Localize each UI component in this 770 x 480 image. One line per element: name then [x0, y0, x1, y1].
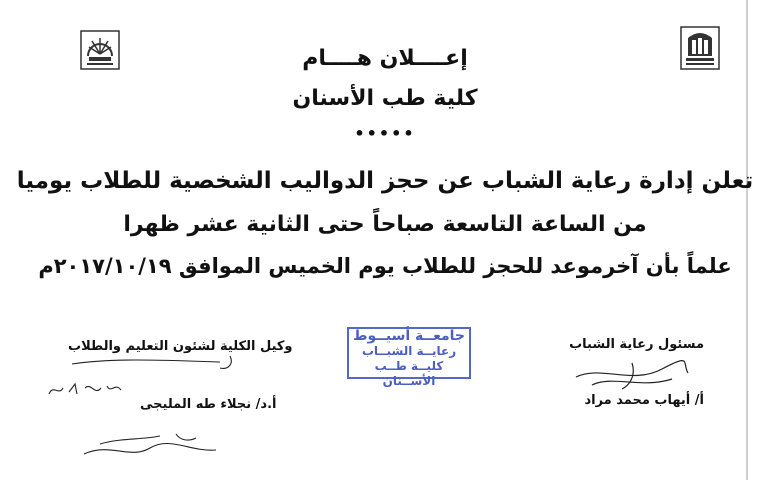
stamp-line-2: رعايــة الشبــاب: [361, 344, 457, 358]
signature-scribble-left-bottom: [80, 430, 220, 466]
announcement-line-1: تعلن إدارة رعاية الشباب عن حجز الدواليب الشخصية للطلاب يوميا: [16, 168, 754, 194]
vice-dean-name: أ.د/ نجلاء طه المليجى: [140, 397, 277, 412]
official-stamp: [347, 327, 471, 388]
stamp-line-3: كليــة طــب الأســنان: [374, 359, 444, 388]
separator-dots: •••••: [354, 124, 416, 143]
faculty-name: كلية طب الأسنان: [292, 86, 478, 111]
signature-scribble-right: [572, 355, 692, 393]
vice-dean-title: وكيل الكلية لشئون التعليم والطلاب: [68, 339, 293, 354]
stamp-line-1: جامعــة أسيــوط: [352, 328, 466, 344]
announcement-line-2: من الساعة التاسعة صباحاً حتى الثانية عشر ظهرا: [123, 212, 647, 237]
youth-care-officer-title: مسئول رعاية الشباب: [569, 337, 704, 352]
signature-scribble-left-top: [70, 352, 240, 374]
youth-care-officer-name: أ/ أيهاب محمد مراد: [584, 393, 704, 408]
date-scribble: [45, 378, 125, 402]
page-border: [746, 0, 748, 480]
announcement-line-3: علماً بأن آخرموعد للحجز للطلاب يوم الخميس الموافق ٢٠١٧/١٠/١٩م: [38, 254, 732, 278]
announcement-title: إعــــلان هــــام: [302, 46, 468, 71]
